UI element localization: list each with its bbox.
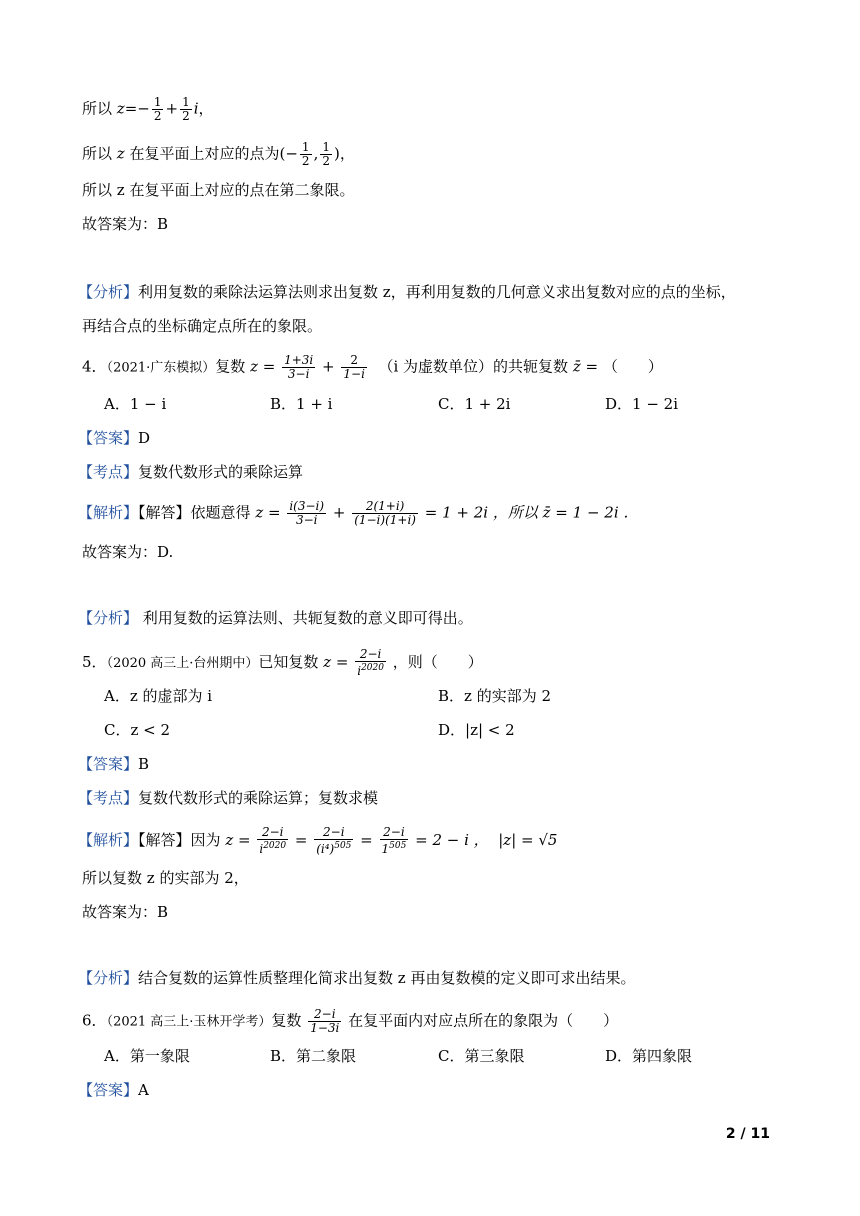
q5-option-b[interactable]: B．z 的实部为 2 [438,687,552,705]
fraction: $\frac{1}{2}$ [322,140,330,168]
fraction: $\frac{1}{2}$ [153,95,162,123]
p3-line-2: 所以 z 在复平面上对应的点为(− $\frac{1}{2}$ , $\frac{1}{2}$ )， [82,140,355,168]
q6-answer: 【答案】A [78,1081,149,1099]
q4-solution: 【解析】【解答】依题意得 z = $\frac{i(3-i)}{3-i}$ + $\frac{2(1+i)}{(1-i)(1+i)}$ = 1 + 2i ，所以 z̄ = 1 − 2i ． [78,499,639,527]
fraction: $\frac{2-i}{i^{2020}}$ [357,647,384,678]
q5-analysis: 【分析】结合复数的运算性质整理化简求出复数 z 再由复数模的定义即可求出结果。 [78,969,636,987]
p3-line-3: 所以 z 在复平面上对应的点在第二象限。 [82,181,355,199]
q5-option-a[interactable]: A．z 的虚部为 i [104,687,213,705]
q4-conclusion: 故答案为：D. [82,543,174,561]
fraction: $\frac{1+3i}{3-i}$ [284,353,314,381]
p3-line-1: 所以 z=− $\frac{1}{2}$ + $\frac{1}{2}$ i， [82,95,214,123]
q4-option-a[interactable]: A．1 − i [104,395,167,413]
q6-option-b[interactable]: B．第二象限 [270,1047,357,1065]
fraction: $\frac{i(3-i)}{3-i}$ [289,499,325,527]
fraction: $\frac{2(1+i)}{(1-i)(1+i)}$ [354,499,416,527]
q4-answer: 【答案】D [78,429,151,447]
p3-analysis-line-2: 再结合点的坐标确定点所在的象限。 [82,317,323,335]
q4-analysis: 【分析】 利用复数的运算法则、共轭复数的意义即可得出。 [78,609,473,627]
q5-answer: 【答案】B [78,755,150,773]
page-number: 2 / 11 [725,1126,770,1142]
q4-option-d[interactable]: D．1 − 2i [605,395,679,413]
fraction: $\frac{1}{2}$ [301,140,310,168]
q4-option-c[interactable]: C．1 + 2i [438,395,511,413]
q5-option-c[interactable]: C．z < 2 [104,721,171,739]
fraction: $\frac{2-i}{(i^4)^{505}}$ [316,825,352,856]
fraction: $\frac{2}{1-i}$ [343,353,365,381]
q5-option-d[interactable]: D．|z| < 2 [438,721,515,739]
q4-stem: 4．（2021·广东模拟）复数 z = $\frac{1+3i}{3-i}$ + $\frac{2}{1-i}$ （i 为虚数单位）的共轭复数 z̄ = （ ） [82,353,663,381]
fraction: $\frac{2-i}{i^{2020}}$ [259,825,287,856]
fraction: $\frac{2-i}{1-3i}$ [310,1007,340,1035]
q4-option-b[interactable]: B．1 + i [270,395,333,413]
q4-point: 【考点】复数代数形式的乘除运算 [78,463,304,481]
p3-line-4: 故答案为：B [82,215,169,233]
q5-solution: 【解析】【解答】因为 z = $\frac{2-i}{i^{2020}}$ = $\frac{2-i}{(i^4)^{505}}$ = $\frac{2-i}{1^{505}}$ = 2 − i ， |z| = √5 [78,825,558,856]
q5-stem: 5．（2020 高三上·台州期中）已知复数 z = $\frac{2-i}{i^{2020}}$ ，则（ ） [82,647,483,678]
q6-option-a[interactable]: A．第一象限 [104,1047,190,1065]
q5-point: 【考点】复数代数形式的乘除运算；复数求模 [78,789,379,807]
q5-line-2: 所以复数 z 的实部为 2， [82,869,249,887]
q6-option-d[interactable]: D．第四象限 [605,1047,693,1065]
p3-analysis: 【分析】利用复数的乘除法运算法则求出复数 z，再利用复数的几何意义求出复数对应的点的坐标， [78,283,736,301]
fraction: $\frac{2-i}{1^{505}}$ [381,825,407,856]
q6-option-c[interactable]: C．第三象限 [438,1047,525,1065]
q5-conclusion: 故答案为：B [82,903,169,921]
fraction: $\frac{1}{2}$ [182,95,190,123]
analysis-tag: 【分析】 [78,283,139,301]
q6-stem: 6．（2021 高三上·玉林开学考）复数 $\frac{2-i}{1-3i}$ 在复平面内对应点所在的象限为（ ） [82,1007,619,1035]
